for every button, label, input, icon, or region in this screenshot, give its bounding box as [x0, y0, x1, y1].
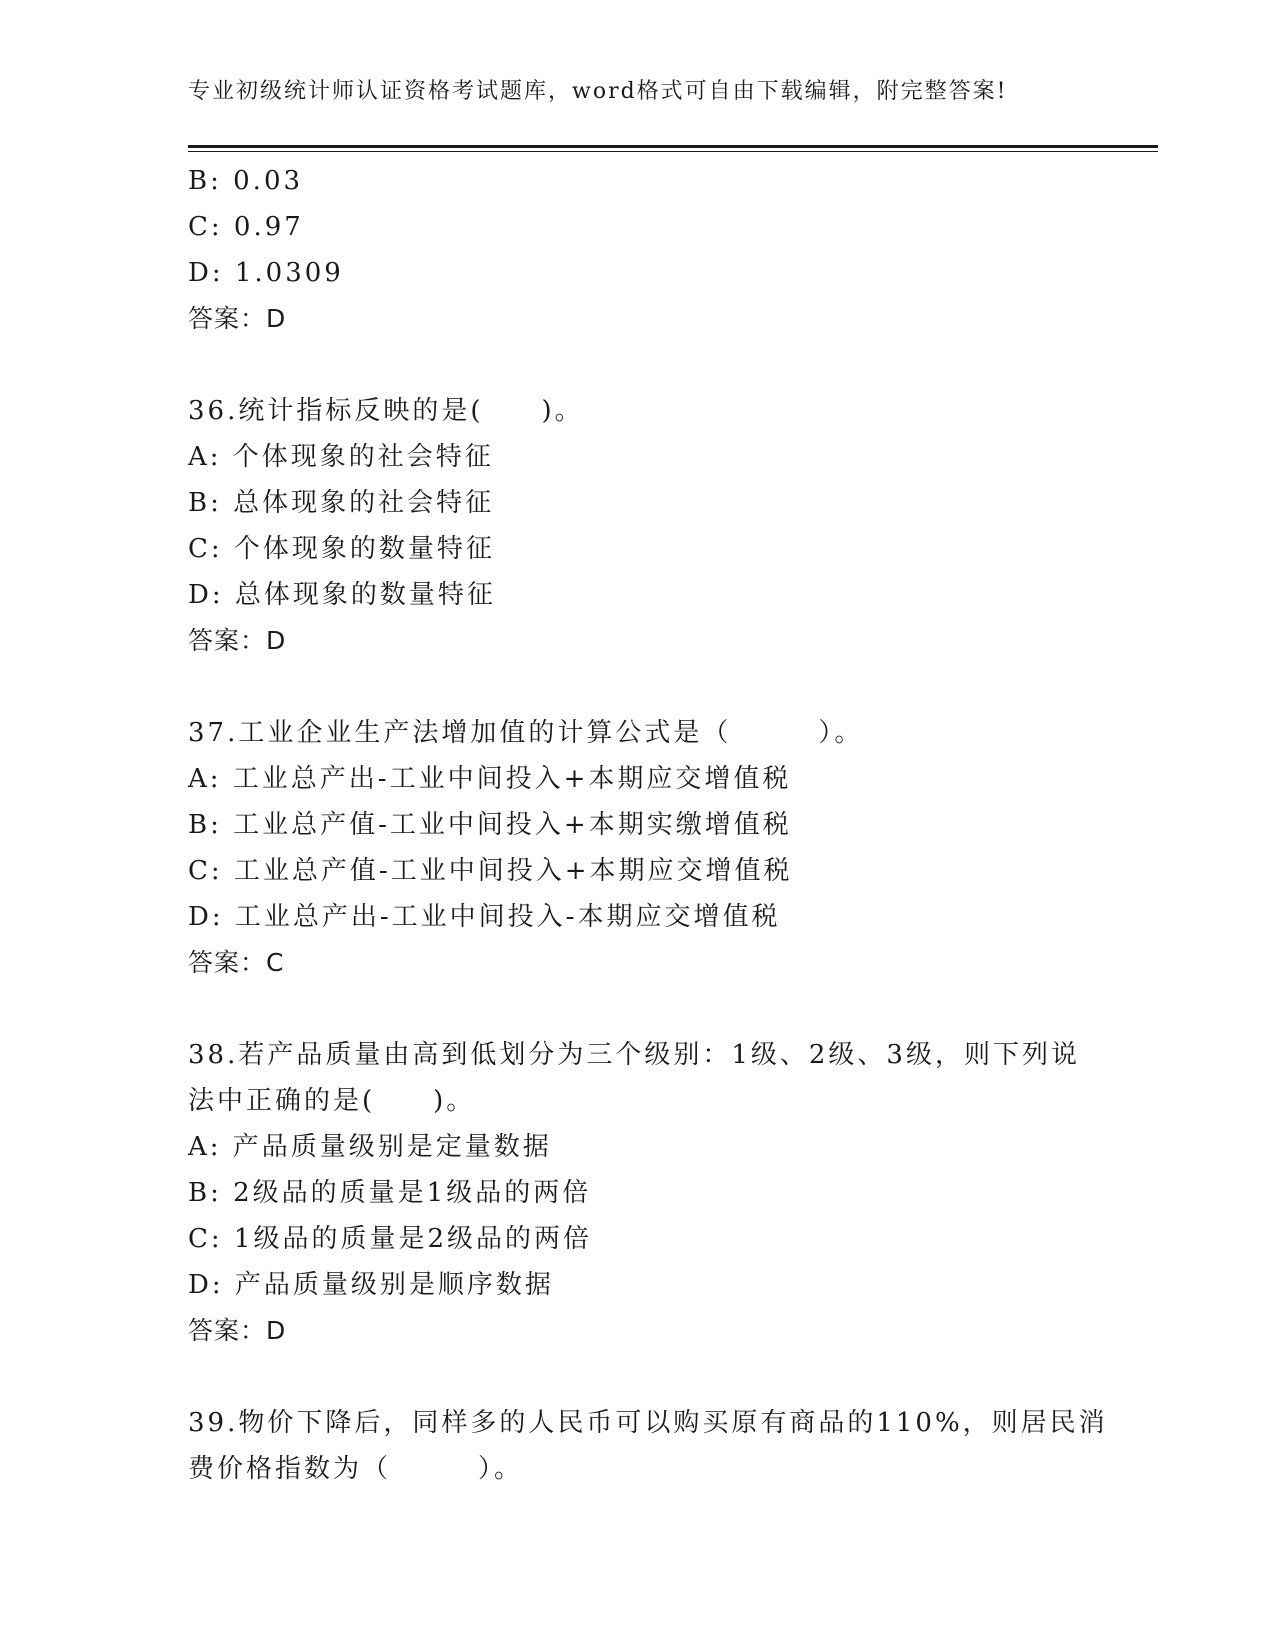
option-d: D: 1.0309 — [188, 258, 344, 288]
answer: 答案：D — [188, 1316, 287, 1345]
answer: 答案：D — [188, 626, 287, 655]
question-39-stem: 39.物价下降后，同样多的人民币可以购买原有商品的110%，则居民消 — [188, 1408, 1108, 1438]
answer: 答案：D — [188, 304, 287, 333]
option-d: D: 总体现象的数量特征 — [188, 580, 496, 610]
option-a: A: 产品质量级别是定量数据 — [188, 1132, 552, 1162]
option-c: C: 个体现象的数量特征 — [188, 534, 495, 564]
option-c: C: 1级品的质量是2级品的两倍 — [188, 1224, 593, 1254]
option-d: D: 产品质量级别是顺序数据 — [188, 1270, 554, 1300]
question-37-stem: 37.工业企业生产法增加值的计算公式是（ ）。 — [188, 718, 864, 748]
option-b: B: 总体现象的社会特征 — [188, 488, 495, 518]
question-38-stem: 38.若产品质量由高到低划分为三个级别：1级、2级、3级，则下列说 — [188, 1040, 1080, 1070]
question-38-stem-cont: 法中正确的是( )。 — [188, 1086, 476, 1116]
header-rule — [188, 145, 1158, 148]
page-header: 专业初级统计师认证资格考试题库，word格式可自由下载编辑，附完整答案! — [188, 79, 1008, 104]
option-b: B: 0.03 — [188, 166, 304, 196]
option-c: C: 工业总产值-工业中间投入+本期应交增值税 — [188, 856, 793, 886]
option-a: A: 个体现象的社会特征 — [188, 442, 494, 472]
question-36-stem: 36.统计指标反映的是( )。 — [188, 396, 584, 426]
option-a: A: 工业总产出-工业中间投入+本期应交增值税 — [188, 764, 792, 794]
option-d: D: 工业总产出-工业中间投入-本期应交增值税 — [188, 902, 781, 932]
option-b: B: 工业总产值-工业中间投入+本期实缴增值税 — [188, 810, 792, 840]
question-content — [188, 158, 1128, 1492]
option-b: B: 2级品的质量是1级品的两倍 — [188, 1178, 592, 1208]
answer: 答案：C — [188, 948, 285, 977]
header-rule-thin — [188, 151, 1158, 152]
option-c: C: 0.97 — [188, 212, 304, 242]
question-39-stem-cont: 费价格指数为（ ）。 — [188, 1454, 524, 1484]
